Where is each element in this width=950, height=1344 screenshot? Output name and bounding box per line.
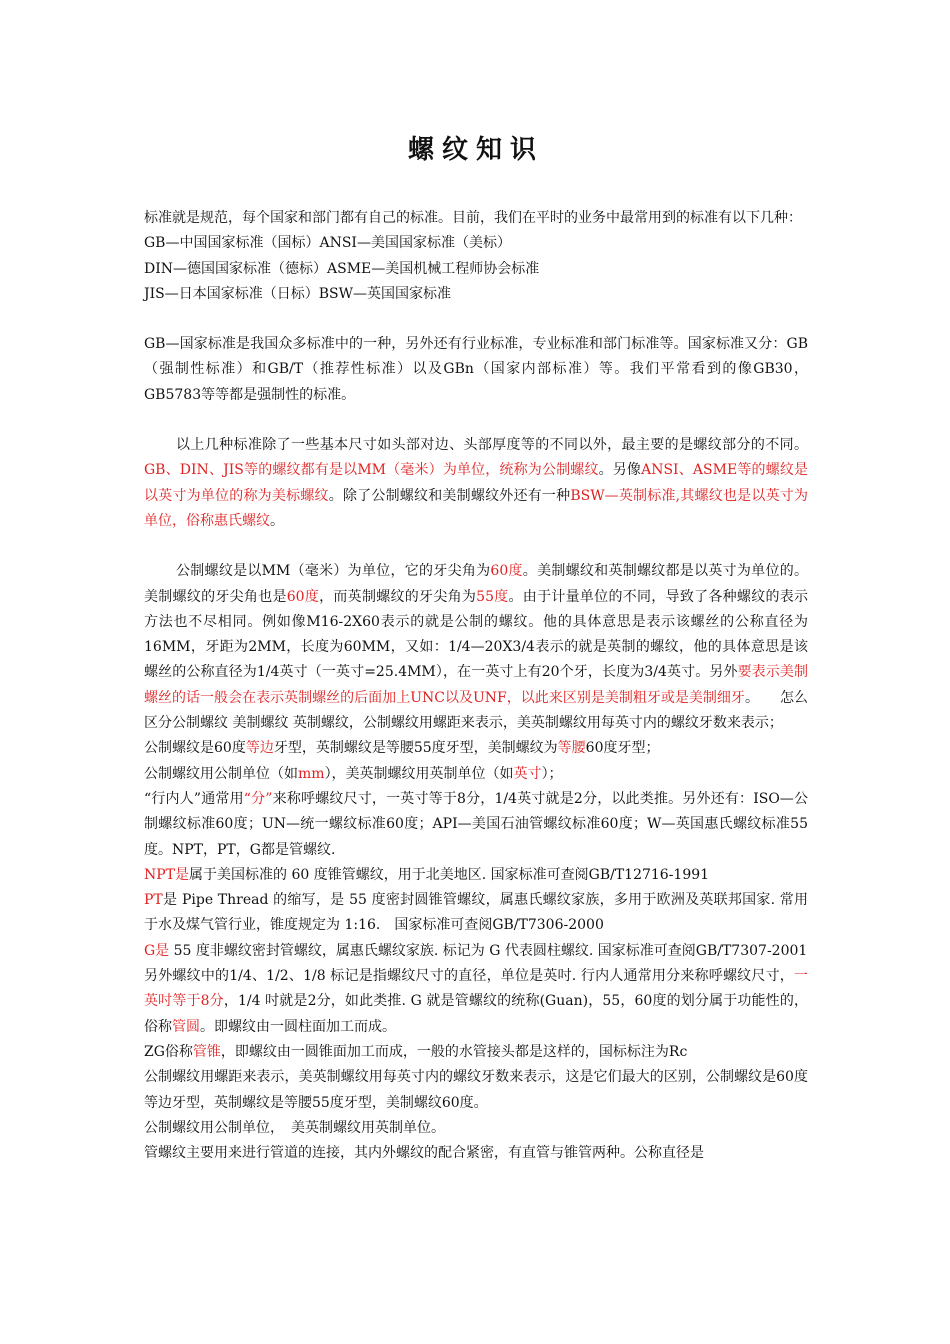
text-span: DIN—德国国家标准（德标）ASME—美国机械工程师协会标准 xyxy=(144,260,540,277)
paragraph xyxy=(144,863,808,888)
highlighted-text: 60度 xyxy=(490,563,523,580)
paragraph-gap xyxy=(144,307,808,332)
document-page xyxy=(144,128,808,1166)
paragraph xyxy=(144,1141,808,1166)
text-span: 牙型，英制螺纹是等腰55度牙型，美制螺纹为 xyxy=(273,740,558,757)
text-span: 公制螺纹是60度 xyxy=(144,740,246,757)
paragraph xyxy=(144,282,808,307)
highlighted-text: ANSI、ASME等的螺纹是以英寸为单位的称为美标螺纹 xyxy=(144,462,808,504)
text-span: 。由于计量单位的不同，导致了各种螺纹的表示方法也不尽相同。例如像M16-2X60表示的就是公制的螺纹。他的具体意思是表示该螺丝的公称直径为16MM，牙距为2MM，长度为60MM，又如：1/4—20X3/4表示的就是英制的螺纹，他的具体意思是该螺丝的公称直径为1/4英寸（一英寸=25.4MM），在一英寸上有20个牙，长度为3/4英寸。另外 xyxy=(144,588,809,681)
highlighted-text: G是 xyxy=(144,942,170,959)
paragraph xyxy=(144,257,808,282)
highlighted-text: 一英吋等于8分 xyxy=(144,968,808,1010)
highlighted-text: 要表示美制螺丝的话一般会在表示英制螺丝的后面加上UNC以及UNF，以此来区别是美制粗牙或是美制细牙 xyxy=(144,664,809,706)
text-span: GB—中国国家标准（国标）ANSI—美国国家标准（美标） xyxy=(144,235,511,252)
text-span: 以上几种标准除了一些基本尺寸如头部对边、头部厚度等的不同以外，最主要的是螺纹部分的不同。 xyxy=(176,437,808,454)
paragraph xyxy=(144,332,808,408)
text-span: 。美制螺纹和英制螺纹都是以英寸为单位的。美制螺纹的牙尖角也是 xyxy=(144,563,808,605)
text-span: “行内人”通常用 xyxy=(144,790,244,807)
highlighted-text: NPT是 xyxy=(144,866,190,883)
text-span: 另外螺纹中的1/4、1/2、1/8 标记是指螺纹尺寸的直径，单位是英吋. 行内人通常用分来称呼螺纹尺寸， xyxy=(144,968,794,985)
paragraph xyxy=(144,1065,808,1116)
text-span: ，1/4 吋就是2分，如此类推. G 就是管螺纹的统称(Guan)，55，60度的划分属于功能性的，俗称 xyxy=(144,993,808,1035)
text-span: 。 xyxy=(270,512,284,529)
paragraph xyxy=(144,762,808,787)
highlighted-text: BSW—英制标准,其螺纹也是以英寸为单位，俗称惠氏螺纹 xyxy=(144,487,809,529)
highlighted-text: PT xyxy=(144,892,163,909)
highlighted-text: “分” xyxy=(243,790,273,807)
text-span: 公制螺纹是以MM（毫米）为单位，它的牙尖角为 xyxy=(176,563,491,580)
text-span: ），美英制螺纹用英制单位（如 xyxy=(324,765,514,782)
text-span: 。除了公制螺纹和美制螺纹外还有一种 xyxy=(328,487,571,504)
text-span: 标准就是规范，每个国家和部门都有自己的标准。目前，我们在平时的业务中最常用到的标准有以下几种： xyxy=(144,210,802,226)
document-body xyxy=(144,206,808,1166)
highlighted-text: GB、DIN、JIS等的螺纹都有是以MM（毫米）为单位，统称为公制螺纹 xyxy=(144,462,599,479)
text-span: ，即螺纹由一圆锥面加工而成，一般的水管接头都是这样的，国标标注为Rc xyxy=(220,1043,688,1060)
highlighted-text: 管锥 xyxy=(192,1043,221,1060)
text-span: 55 度非螺纹密封管螺纹，属惠氏螺纹家族. 标记为 G 代表圆柱螺纹. 国家标准可查阅GB/T7307-2001 xyxy=(169,942,808,959)
text-span: 公制螺纹用公制单位， 美英制螺纹用英制单位。 xyxy=(144,1119,445,1136)
text-span: 属于美国标准的 60 度锥管螺纹，用于北美地区. 国家标准可查阅GB/T12716-1991 xyxy=(189,866,710,883)
paragraph xyxy=(144,231,808,256)
text-span: 公制螺纹用公制单位（如 xyxy=(144,765,298,782)
highlighted-text: mm xyxy=(298,765,325,782)
paragraph xyxy=(144,206,808,231)
paragraph xyxy=(144,1116,808,1141)
text-span: 管螺纹主要用来进行管道的连接，其内外螺纹的配合紧密，有直管与锥管两种。公称直径是 xyxy=(144,1145,704,1162)
highlighted-text: 英寸 xyxy=(513,765,542,782)
text-span: 公制螺纹用螺距来表示，美英制螺纹用每英寸内的螺纹牙数来表示，这是它们最大的区别，公制螺纹是60度等边牙型，英制螺纹是等腰55度牙型，美制螺纹60度。 xyxy=(144,1069,808,1111)
highlighted-text: 55度 xyxy=(476,588,509,605)
text-span: ZG俗称 xyxy=(144,1043,193,1060)
highlighted-text: 等边 xyxy=(245,740,274,757)
text-span: JIS—日本国家标准（日标）BSW—英国国家标准 xyxy=(144,285,452,302)
text-span: 。另像 xyxy=(598,462,642,479)
highlighted-text: 管圆 xyxy=(172,1018,200,1035)
paragraph xyxy=(144,736,808,761)
text-span: ）； xyxy=(541,765,563,782)
document-title: 螺纹知识 xyxy=(407,135,544,165)
text-span: 。即螺纹由一圆柱面加工而成。 xyxy=(200,1018,396,1035)
paragraph-gap xyxy=(144,408,808,433)
paragraph xyxy=(144,787,808,863)
text-span: 。 怎么区分公制螺纹 美制螺纹 英制螺纹，公制螺纹用螺距来表示，美英制螺纹用每英寸内的螺纹牙数来表示； xyxy=(144,689,808,732)
text-span: ，而英制螺纹的牙尖角为 xyxy=(319,588,477,605)
highlighted-text: 等腰 xyxy=(557,740,586,757)
paragraph xyxy=(144,559,808,736)
paragraph xyxy=(144,433,808,534)
text-span: 来称呼螺纹尺寸，一英寸等于8分，1/4英寸就是2分，以此类推。另外还有：ISO—公制螺纹标准60度；UN—统一螺纹标准60度；API—美国石油管螺纹标准60度；W—英国惠氏螺纹标准55度。NPT，PT，G都是管螺纹. xyxy=(144,790,808,858)
text-span: 是 Pipe Thread 的缩写，是 55 度密封圆锥管螺纹，属惠氏螺纹家族，多用于欧洲及英联邦国家. 常用于水及煤气管行业，锥度规定为 1:16. 国家标准可查阅GB/T7306-2000 xyxy=(144,892,808,934)
text-span: 60度牙型； xyxy=(585,740,660,757)
paragraph xyxy=(144,888,808,939)
text-span: GB—国家标准是我国众多标准中的一种，另外还有行业标准，专业标准和部门标准等。国家标准又分：GB（强制性标准）和GB/T（推荐性标准）以及GBn（国家内部标准）等。我们平常看到的像GB30，GB5783等等都是强制性的标准。 xyxy=(144,336,808,403)
paragraph xyxy=(144,1040,808,1065)
highlighted-text: 60度 xyxy=(286,588,320,605)
paragraph xyxy=(144,939,808,964)
paragraph-gap xyxy=(144,534,808,559)
paragraph xyxy=(144,964,808,1040)
